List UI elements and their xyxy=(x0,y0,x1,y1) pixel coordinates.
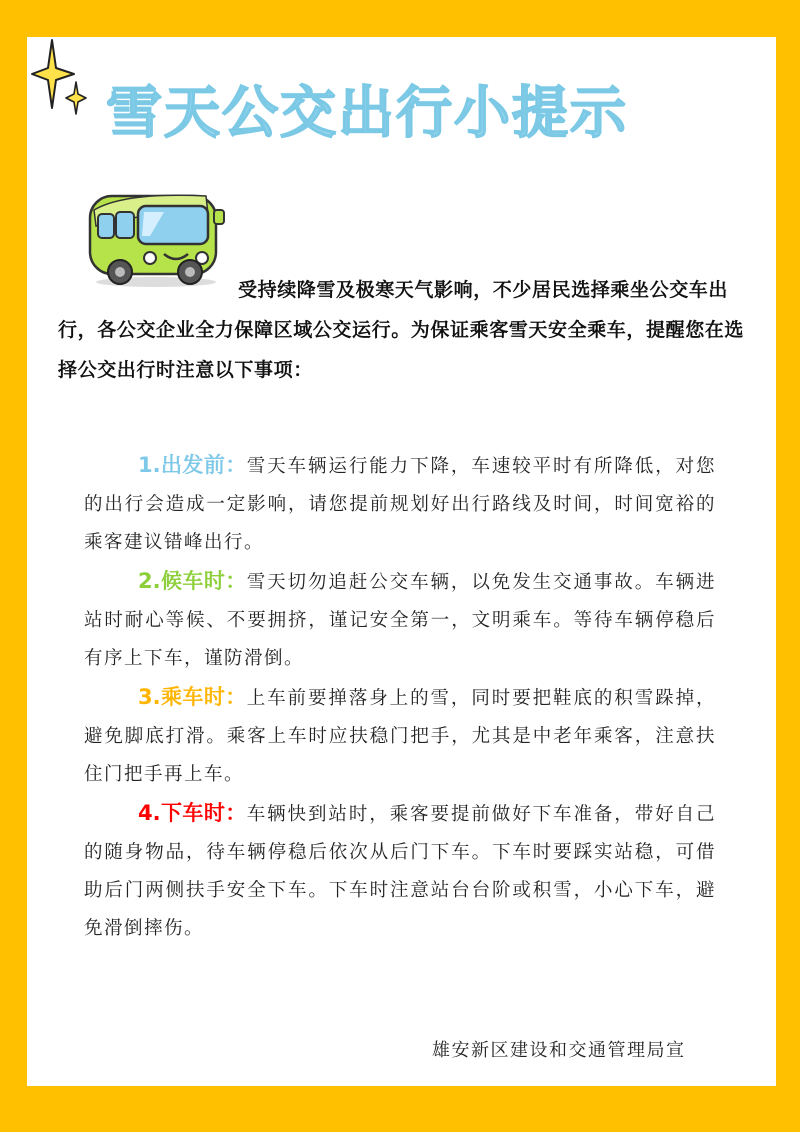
page-title: 雪天公交出行小提示 xyxy=(106,78,746,150)
tip-text: 车辆快到站时，乘客要提前做好下车准备，带好自己的随身物品，待车辆停稳后依次从后门下车。下车时要踩实站稳，可借助后门两侧扶手安全下车。下车时注意站台台阶或积雪，小心下车，避免滑倒摔伤。 xyxy=(84,804,716,939)
tip-text: 雪天切勿追赶公交车辆，以免发生交通事故。车辆进站时耐心等候、不要拥挤，谨记安全第一，文明乘车。等待车辆停稳后有序上下车，谨防滑倒。 xyxy=(84,572,716,669)
tip-label: 1.出发前： xyxy=(138,453,247,477)
tip-getting-off xyxy=(84,794,716,948)
tip-label: 2.候车时： xyxy=(138,569,247,593)
tip-text: 上车前要掸落身上的雪，同时要把鞋底的积雪跺掉，避免脚底打滑。乘客上车时应扶稳门把手，尤其是中老年乘客，注意扶住门把手再上车。 xyxy=(84,688,716,785)
intro-paragraph: 受持续降雪及极寒天气影响，不少居民选择乘坐公交车出行，各公交企业全力保障区域公交运行。为保证乘客雪天安全乘车，提醒您在选择公交出行时注意以下事项： xyxy=(58,279,745,381)
tip-waiting xyxy=(84,562,716,678)
tips-list xyxy=(84,446,716,948)
tip-text: 雪天车辆运行能力下降，车速较平时有所降低，对您的出行会造成一定影响，请您提前规划好出行路线及时间，时间宽裕的乘客建议错峰出行。 xyxy=(84,456,716,553)
sparkle-icon xyxy=(30,38,90,118)
tip-label: 3.乘车时： xyxy=(138,685,247,709)
issuer-footer: 雄安新区建设和交通管理局宣 xyxy=(432,1040,686,1061)
tip-label: 4.下车时： xyxy=(138,801,247,825)
tip-before-departure xyxy=(84,446,716,562)
tip-riding xyxy=(84,678,716,794)
